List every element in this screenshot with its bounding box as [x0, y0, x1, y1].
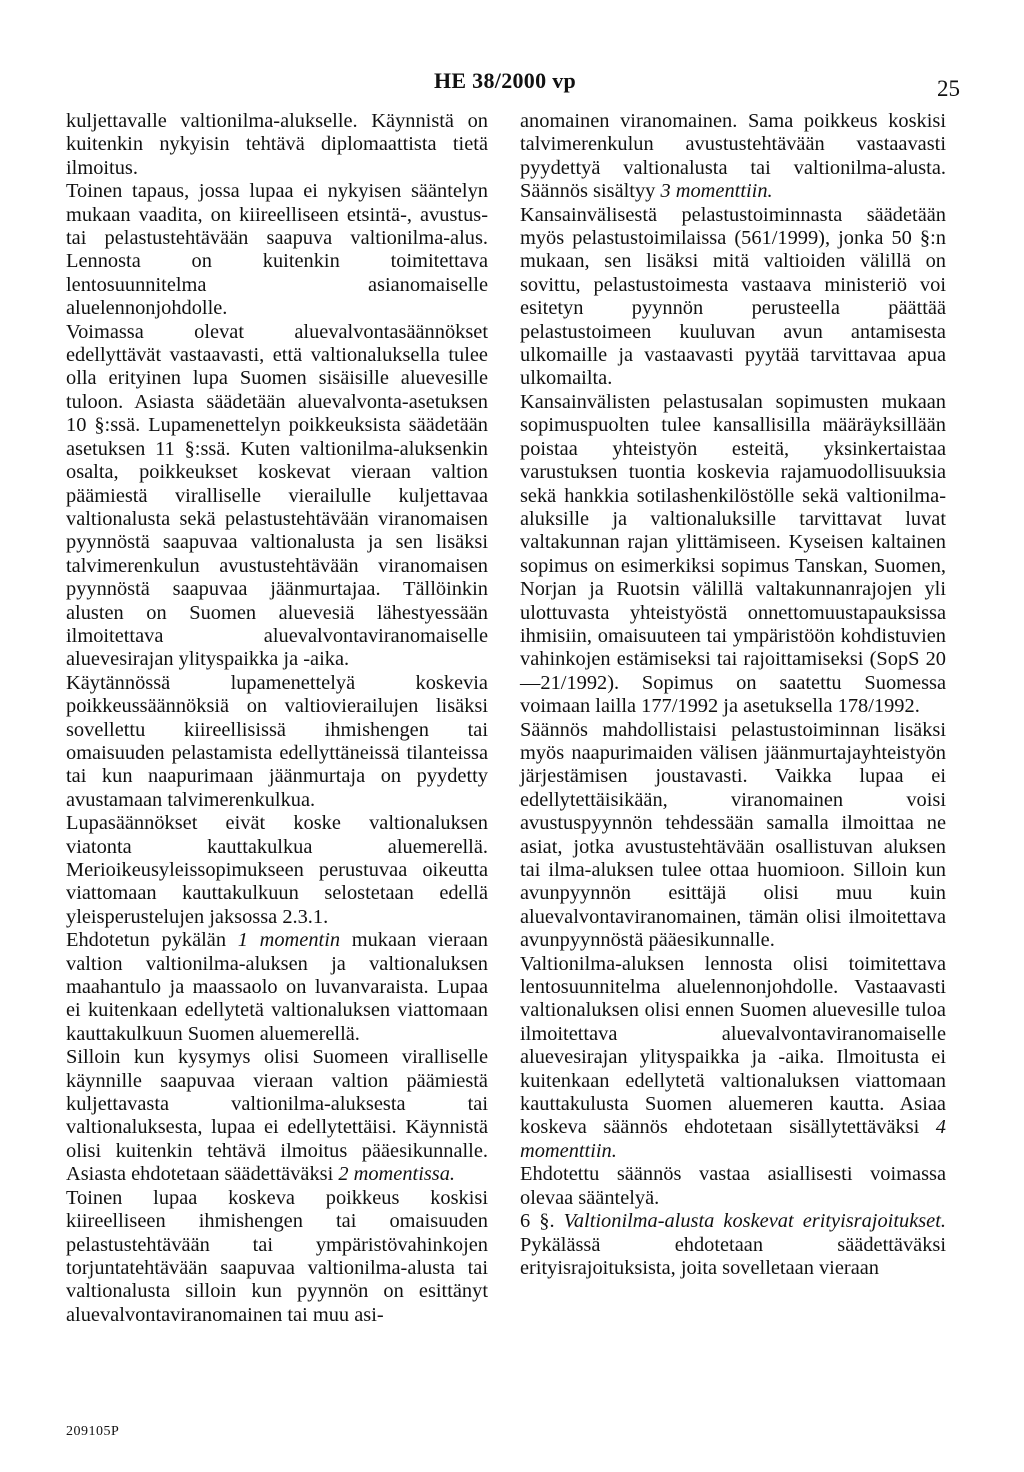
- paragraph: Valtionilma-aluksen lennosta olisi toimitettava lentosuunnitelma aluelennonjohdolle. Vastaavasti valtionaluksen olisi ennen Suomen aluevesille tuloa ilmoitettava aluevalvontaviranomaiselle aluevesirajan ylityspaikka ja -aika. Ilmoitusta ei kuitenkaan edellytetä valtionaluksen viattomaan kauttakulusta Suomen aluemeren kautta. Asiaa koskeva säännös ehdotetaan sisällytettäväksi 4 momenttiin.: [520, 952, 946, 1162]
- paragraph: Voimassa olevat aluevalvontasäännökset edellyttävät vastaavasti, että valtionaluksella tulee olla erityinen lupa Suomen sisäisille aluevesille tuloon. Asiasta säädetään aluevalvonta-asetuksen 10 §:ssä. Lupamenettelyn poikkeuksista säädetään asetuksen 11 §:ssä. Kuten valtionilma-aluksenkin osalta, poikkeukset koskevat vieraan valtion päämiestä viralliselle vierailulle kuljettavaa valtionalusta sekä pelastustehtävään viranomaisen pyynnöstä saapuvaa valtionalusta ja sen lisäksi talvimerenkulun avustustehtävään viranomaisen pyynnöstä saapuvaa jäänmurtajaa. Tällöinkin alusten on Suomen aluevesiä lähestyessään ilmoitettava aluevalvontaviranomaiselle aluevesirajan ylityspaikka ja -aika.: [66, 320, 488, 671]
- paragraph: Käytännössä lupamenettelyä koskevia poikkeussäännöksiä on valtiovierailujen lisäksi sovellettu kiireellisissä ihmishengen tai omaisuuden pelastamista edellyttäneissä tilanteissa tai kun naapurimaan jäänmurtaja on pyydetty avustamaan talvimerenkulkua.: [66, 671, 488, 811]
- section-heading: Valtionilma-alusta koskevat erityisrajoitukset.: [563, 1210, 946, 1233]
- paragraph: Ehdotettu säännös vastaa asiallisesti voimassa olevaa sääntelyä.: [520, 1163, 946, 1209]
- italic-reference: 3 momenttiin.: [660, 180, 773, 203]
- paragraph: Lupasäännökset eivät koske valtionaluksen viatonta kauttakulkua aluemerellä. Merioikeusyleissopimukseen perustuvaa oikeutta viattomaan kauttakulkuun selostetaan edellä yleisperustelujen jaksossa 2.3.1.: [66, 812, 488, 928]
- running-header: [0, 68, 1024, 104]
- paragraph: Toinen tapaus, jossa lupaa ei nykyisen sääntelyn mukaan vaadita, on kiireelliseen etsintä-, avustus- tai pelastustehtävään saapuva valtionilma-alus. Lennosta on kuitenkin toimitettava lentosuunnitelma asianomaiselle aluelennonjohdolle.: [66, 180, 488, 320]
- paragraph: Säännös mahdollistaisi pelastustoiminnan lisäksi myös naapurimaiden välisen jäänmurtajayhteistyön järjestämisen joustavasti. Vaikka lupaa ei edellytettäisikään, viranomainen voisi avustuspyynnön tehdessään samalla ilmoittaa ne asiat, jotka avustustehtävään osallistuvan aluksen tai ilma-aluksen tulee ottaa huomioon. Silloin kun avunpyynnön esittäjä olisi muu kuin aluevalvontaviranomainen, tämän olisi ilmoitettava avunpyynnöstä pääesikunnalle.: [520, 718, 946, 952]
- italic-reference: 2 momentissa.: [338, 1163, 456, 1186]
- page-number: 25: [937, 76, 960, 101]
- left-column: [66, 110, 488, 1327]
- italic-reference: 1 momentin: [237, 929, 341, 952]
- paragraph: anomainen viranomainen. Sama poikkeus koskisi talvimerenkulun avustustehtävään vastaavasti pyydettyä valtionalusta tai valtionilma-alusta. Säännös sisältyy 3 momenttiin.: [520, 110, 946, 203]
- paragraph: Kansainvälisestä pelastustoiminnasta säädetään myös pelastustoimilaissa (561/1999), jonka 50 §:n mukaan, sen lisäksi mitä valtioiden välillä on sovittu, pelastustoimesta vastaava ministeriö voi esitetyn pyynnön perusteella päättää pelastustoimeen kuuluvan avun antamisesta ulkomaille ja vastaavasti pyytää tarvittavaa apua ulkomailta.: [520, 203, 946, 390]
- document-id: HE 38/2000 vp: [434, 68, 577, 93]
- footer-print-code: 209105P: [66, 1424, 120, 1439]
- paragraph: Toinen lupaa koskeva poikkeus koskisi kiireelliseen ihmishengen tai omaisuuden pelastustehtävään tai ympäristövahinkojen torjuntatehtävään saapuvaa valtionilma-alusta tai valtionalusta silloin kun pyynnön on esittänyt aluevalvontaviranomainen tai muu asi-: [66, 1186, 488, 1326]
- right-column: [520, 110, 946, 1280]
- italic-reference: 4 momenttiin.: [520, 1116, 946, 1162]
- paragraph: Silloin kun kysymys olisi Suomeen viralliselle käynnille saapuvaa vieraan valtion päämiestä kuljettavasta valtionilma-aluksesta tai valtionaluksesta, lupaa ei edellytettäisi. Käynnistä olisi kuitenkin tehtävä ilmoitus pääesikunnalle. Asiasta ehdotetaan säädettäväksi 2 momentissa.: [66, 1046, 488, 1186]
- paragraph: Ehdotetun pykälän 1 momentin mukaan vieraan valtion valtionilma-aluksen ja valtionaluksen maahantulo ja maassaolo on luvanvaraista. Lupaa ei kuitenkaan edellytetä valtionaluksen viattomaan kauttakulkuun Suomen aluemerellä.: [66, 929, 488, 1045]
- paragraph: Kansainvälisten pelastusalan sopimusten mukaan sopimuspuolten tulee kansallisilla määräyksillään poistaa yhteistyön esteitä, yksinkertaistaa varustuksen tuontia koskevia rajamuodollisuuksia sekä hankkia sotilashenkilöstölle sekä valtionilma-aluksille ja valtionaluksille tarvittavat luvat valtakunnan rajan ylittämiseen. Kyseisen kaltainen sopimus on esimerkiksi sopimus Tanskan, Suomen, Norjan ja Ruotsin välillä valtakunnanrajojen yli ulottuvasta yhteistyöstä onnettomuustapauksissa ihmisiin, omaisuuteen tai ympäristöön kohdistuvien vahinkojen estämiseksi tai rajoittamiseksi (SopS 20—21/1992). Sopimus on saatettu Suomessa voimaan lailla 177/1992 ja asetuksella 178/1992.: [520, 390, 946, 718]
- paragraph: kuljettavalle valtionilma-alukselle. Käynnistä on kuitenkin nykyisin tehtävä diplomaattista tietä ilmoitus.: [66, 110, 488, 179]
- paragraph: 6 §. Valtionilma-alusta koskevat erityisrajoitukset. Pykälässä ehdotetaan säädettäväksi erityisrajoituksista, joita sovelletaan vieraan: [520, 1210, 946, 1279]
